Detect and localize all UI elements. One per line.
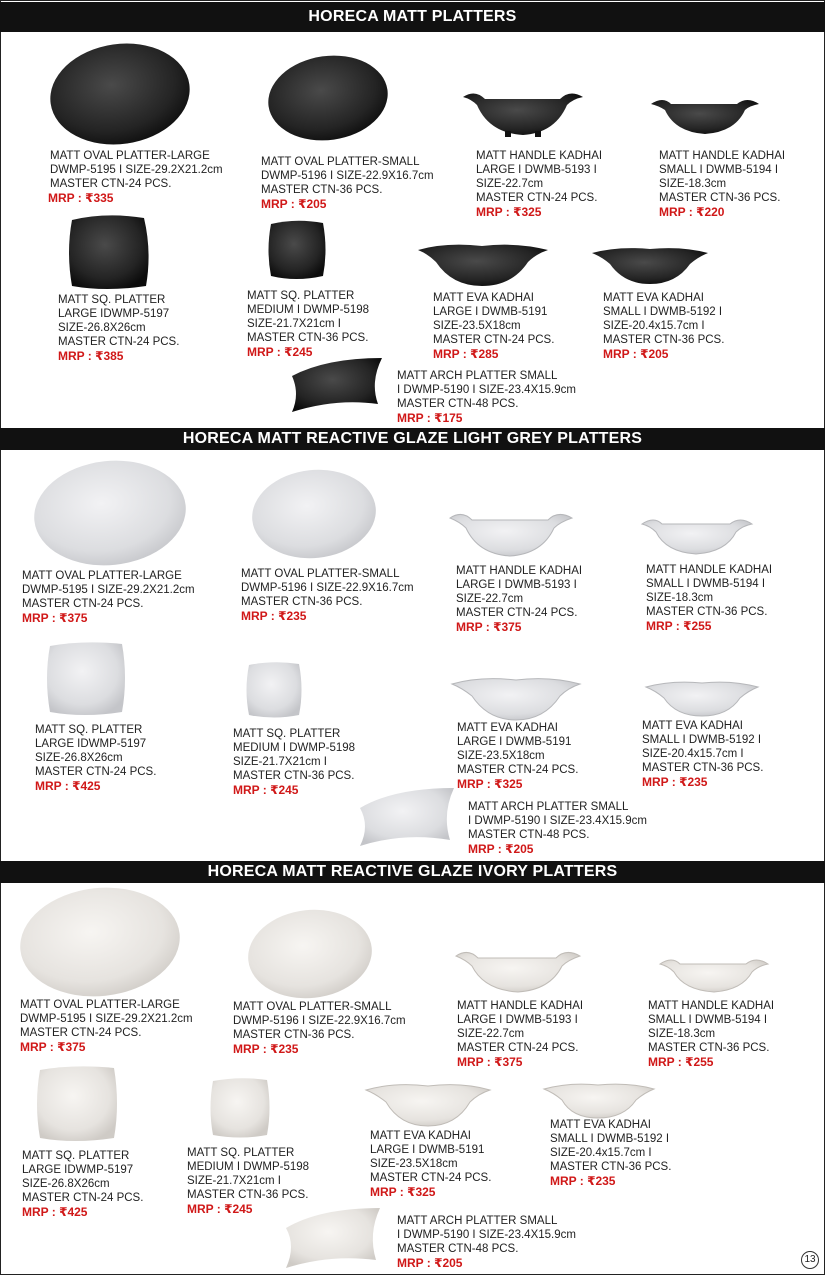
item-code: SMALL I DWMB-5194 I	[646, 578, 766, 590]
sq-platter-medium-image	[266, 218, 328, 282]
item-mrp: MRP : ₹235	[550, 1174, 616, 1188]
item-mrp: MRP : ₹235	[642, 775, 708, 789]
item-mrp: MRP : ₹385	[58, 349, 124, 363]
item-code-size: I DWMP-5190 I SIZE-23.4X15.9cm	[397, 384, 576, 396]
item-name: MATT OVAL PLATTER-LARGE	[50, 150, 210, 162]
item-mrp: MRP : ₹255	[646, 619, 712, 633]
item-handle-kadhai-large	[476, 149, 602, 219]
item-name: MATT HANDLE KADHAI	[648, 1000, 775, 1012]
item-sq-platter-medium	[247, 289, 369, 359]
item-master-ctn: MASTER CTN-24 PCS.	[456, 607, 578, 619]
item-code: SMALL I DWMB-5192 I	[642, 734, 762, 746]
item-handle-kadhai-large	[457, 999, 583, 1069]
handle-kadhai-large-image	[444, 508, 578, 566]
item-size: SIZE-26.8X26cm	[35, 752, 123, 764]
sq-platter-large-image	[34, 1064, 120, 1144]
item-name: MATT SQ. PLATTER	[58, 294, 166, 306]
item-mrp: MRP : ₹235	[233, 1042, 299, 1056]
item-name: MATT OVAL PLATTER-SMALL	[261, 156, 420, 168]
item-eva-kadhai-large	[433, 291, 554, 361]
item-name: MATT SQ. PLATTER	[22, 1150, 130, 1162]
item-sq-platter-large	[58, 293, 179, 363]
item-code: MEDIUM I DWMP-5198	[187, 1161, 310, 1173]
item-size: SIZE-23.5X18cm	[370, 1158, 458, 1170]
item-master-ctn: MASTER CTN-36 PCS.	[648, 1042, 770, 1054]
item-master-ctn: MASTER CTN-24 PCS.	[370, 1172, 492, 1184]
item-name: MATT EVA KADHAI	[642, 720, 743, 732]
item-eva-kadhai-small	[603, 291, 724, 361]
item-handle-kadhai-large	[456, 564, 582, 634]
item-code: SMALL I DWMB-5192 I	[603, 306, 723, 318]
item-size: SIZE-26.8X26cm	[22, 1178, 110, 1190]
item-name: MATT HANDLE KADHAI	[659, 150, 786, 162]
item-oval-platter-large	[22, 569, 195, 625]
item-handle-kadhai-small	[648, 999, 774, 1069]
item-eva-kadhai-large	[370, 1129, 491, 1199]
item-code: LARGE I DWMB-5193 I	[456, 579, 577, 591]
eva-kadhai-small-image	[590, 244, 710, 288]
item-code: SMALL I DWMB-5194 I	[659, 164, 779, 176]
sq-platter-large-image	[44, 640, 128, 718]
item-mrp: MRP : ₹245	[247, 345, 313, 359]
item-master-ctn: MASTER CTN-24 PCS.	[50, 178, 172, 190]
item-oval-platter-small	[233, 1000, 406, 1056]
item-master-ctn: MASTER CTN-36 PCS.	[550, 1161, 672, 1173]
item-size: SIZE-20.4x15.7cm I	[642, 748, 744, 760]
item-mrp: MRP : ₹325	[457, 777, 523, 791]
item-code-size: DWMP-5195 I SIZE-29.2X21.2cm	[22, 584, 195, 596]
oval-platter-small-image	[244, 906, 378, 1004]
item-code-size: DWMP-5196 I SIZE-22.9X16.7cm	[233, 1015, 406, 1027]
page-number: 13	[801, 1251, 819, 1269]
item-name: MATT OVAL PLATTER-LARGE	[22, 570, 182, 582]
item-code-size: DWMP-5195 I SIZE-29.2X21.2cm	[50, 164, 223, 176]
item-master-ctn: MASTER CTN-48 PCS.	[468, 829, 590, 841]
item-code: LARGE IDWMP-5197	[35, 738, 147, 750]
oval-platter-small-image	[248, 464, 384, 564]
item-master-ctn: MASTER CTN-24 PCS.	[20, 1027, 142, 1039]
sq-platter-large-image	[66, 212, 152, 292]
item-handle-kadhai-small	[659, 149, 785, 219]
item-code: LARGE I DWMB-5193 I	[457, 1014, 578, 1026]
section-header-ivory: HORECA MATT REACTIVE GLAZE IVORY PLATTERS	[0, 861, 825, 883]
eva-kadhai-large-image	[416, 240, 550, 290]
item-mrp: MRP : ₹245	[187, 1202, 253, 1216]
item-mrp: MRP : ₹205	[603, 347, 669, 361]
item-code: SMALL I DWMB-5194 I	[648, 1014, 768, 1026]
item-code: SMALL I DWMB-5192 I	[550, 1133, 670, 1145]
item-code: LARGE IDWMP-5197	[22, 1164, 134, 1176]
item-mrp: MRP : ₹425	[22, 1205, 88, 1219]
item-code: LARGE I DWMB-5193 I	[476, 164, 597, 176]
oval-platter-small-image	[264, 50, 394, 148]
item-code-size: I DWMP-5190 I SIZE-23.4X15.9cm	[468, 815, 647, 827]
item-size: SIZE-20.4x15.7cm I	[603, 320, 705, 332]
item-name: MATT EVA KADHAI	[603, 292, 704, 304]
item-code: LARGE I DWMB-5191	[370, 1144, 485, 1156]
item-name: MATT SQ. PLATTER	[35, 724, 143, 736]
item-mrp: MRP : ₹205	[468, 842, 534, 856]
sq-platter-medium-image	[244, 660, 304, 720]
item-code: MEDIUM I DWMP-5198	[247, 304, 370, 316]
item-name: MATT OVAL PLATTER-SMALL	[233, 1001, 392, 1013]
item-name: MATT EVA KADHAI	[433, 292, 534, 304]
item-name: MATT ARCH PLATTER SMALL	[397, 370, 558, 382]
item-mrp: MRP : ₹235	[241, 609, 307, 623]
item-master-ctn: MASTER CTN-36 PCS.	[659, 192, 781, 204]
item-oval-platter-large	[50, 149, 223, 205]
item-master-ctn: MASTER CTN-36 PCS.	[241, 596, 363, 608]
item-master-ctn: MASTER CTN-36 PCS.	[261, 184, 383, 196]
item-master-ctn: MASTER CTN-24 PCS.	[476, 192, 598, 204]
item-code: MEDIUM I DWMP-5198	[233, 742, 356, 754]
item-sq-platter-medium	[233, 727, 355, 797]
arch-platter-image	[354, 784, 458, 848]
item-mrp: MRP : ₹425	[35, 779, 101, 793]
item-eva-kadhai-large	[457, 721, 578, 791]
item-name: MATT EVA KADHAI	[457, 722, 558, 734]
item-mrp: MRP : ₹335	[48, 191, 114, 205]
item-master-ctn: MASTER CTN-36 PCS.	[603, 334, 725, 346]
item-mrp: MRP : ₹205	[397, 1256, 463, 1270]
item-name: MATT HANDLE KADHAI	[646, 564, 773, 576]
item-sq-platter-large	[22, 1149, 143, 1219]
oval-platter-large-image	[48, 38, 198, 150]
item-size: SIZE-22.7cm	[456, 593, 524, 605]
item-name: MATT OVAL PLATTER-SMALL	[241, 568, 400, 580]
item-size: SIZE-21.7X21cm I	[187, 1175, 281, 1187]
item-master-ctn: MASTER CTN-24 PCS.	[35, 766, 157, 778]
item-mrp: MRP : ₹220	[659, 205, 725, 219]
arch-platter-image	[286, 354, 386, 414]
item-master-ctn: MASTER CTN-24 PCS.	[22, 598, 144, 610]
handle-kadhai-small-image	[656, 954, 772, 998]
item-name: MATT HANDLE KADHAI	[457, 1000, 584, 1012]
item-name: MATT SQ. PLATTER	[233, 728, 341, 740]
item-mrp: MRP : ₹205	[261, 197, 327, 211]
item-master-ctn: MASTER CTN-48 PCS.	[397, 398, 519, 410]
item-name: MATT HANDLE KADHAI	[476, 150, 603, 162]
item-master-ctn: MASTER CTN-36 PCS.	[646, 606, 768, 618]
item-mrp: MRP : ₹375	[20, 1040, 86, 1054]
item-mrp: MRP : ₹375	[22, 611, 88, 625]
item-name: MATT ARCH PLATTER SMALL	[397, 1215, 558, 1227]
item-name: MATT SQ. PLATTER	[247, 290, 355, 302]
item-size: SIZE-22.7cm	[476, 178, 544, 190]
item-mrp: MRP : ₹325	[476, 205, 542, 219]
item-master-ctn: MASTER CTN-36 PCS.	[187, 1189, 309, 1201]
item-master-ctn: MASTER CTN-24 PCS.	[58, 336, 180, 348]
item-name: MATT OVAL PLATTER-LARGE	[20, 999, 180, 1011]
item-eva-kadhai-small	[550, 1118, 671, 1188]
item-code-size: I DWMP-5190 I SIZE-23.4X15.9cm	[397, 1229, 576, 1241]
item-code: LARGE IDWMP-5197	[58, 308, 170, 320]
item-sq-platter-medium	[187, 1146, 309, 1216]
item-mrp: MRP : ₹245	[233, 783, 299, 797]
sq-platter-medium-image	[208, 1076, 272, 1140]
item-master-ctn: MASTER CTN-48 PCS.	[397, 1243, 519, 1255]
item-master-ctn: MASTER CTN-36 PCS.	[233, 770, 355, 782]
handle-kadhai-small-image	[638, 514, 756, 560]
oval-platter-large-image	[30, 456, 192, 570]
item-size: SIZE-22.7cm	[457, 1028, 525, 1040]
item-arch-platter	[397, 1214, 576, 1270]
item-code: LARGE I DWMB-5191	[457, 736, 572, 748]
item-size: SIZE-21.7X21cm I	[247, 318, 341, 330]
eva-kadhai-small-image	[542, 1080, 656, 1122]
item-mrp: MRP : ₹325	[370, 1185, 436, 1199]
item-name: MATT HANDLE KADHAI	[456, 565, 583, 577]
item-mrp: MRP : ₹285	[433, 347, 499, 361]
item-name: MATT SQ. PLATTER	[187, 1147, 295, 1159]
oval-platter-large-image	[16, 884, 186, 1002]
handle-kadhai-large-image	[455, 85, 590, 145]
item-name: MATT ARCH PLATTER SMALL	[468, 801, 629, 813]
item-master-ctn: MASTER CTN-36 PCS.	[233, 1029, 355, 1041]
item-size: SIZE-18.3cm	[659, 178, 727, 190]
eva-kadhai-large-image	[364, 1080, 492, 1130]
item-sq-platter-large	[35, 723, 156, 793]
item-size: SIZE-26.8X26cm	[58, 322, 146, 334]
item-name: MATT EVA KADHAI	[370, 1130, 471, 1142]
item-mrp: MRP : ₹255	[648, 1055, 714, 1069]
item-arch-platter	[397, 369, 576, 425]
item-oval-platter-small	[261, 155, 434, 211]
eva-kadhai-large-image	[450, 674, 582, 724]
handle-kadhai-small-image	[645, 92, 765, 144]
item-code: LARGE I DWMB-5191	[433, 306, 548, 318]
item-master-ctn: MASTER CTN-36 PCS.	[247, 332, 369, 344]
item-code-size: DWMP-5196 I SIZE-22.9X16.7cm	[241, 582, 414, 594]
item-size: SIZE-20.4x15.7cm I	[550, 1147, 652, 1159]
eva-kadhai-small-image	[644, 678, 760, 720]
item-eva-kadhai-small	[642, 719, 763, 789]
item-arch-platter	[468, 800, 647, 856]
item-master-ctn: MASTER CTN-36 PCS.	[642, 762, 764, 774]
item-oval-platter-large	[20, 998, 193, 1054]
item-size: SIZE-18.3cm	[646, 592, 714, 604]
item-master-ctn: MASTER CTN-24 PCS.	[457, 1042, 579, 1054]
section-header-matt: HORECA MATT PLATTERS	[0, 2, 825, 32]
item-master-ctn: MASTER CTN-24 PCS.	[22, 1192, 144, 1204]
handle-kadhai-large-image	[450, 946, 586, 998]
item-size: SIZE-23.5X18cm	[433, 320, 521, 332]
item-oval-platter-small	[241, 567, 414, 623]
item-master-ctn: MASTER CTN-24 PCS.	[457, 764, 579, 776]
item-code-size: DWMP-5195 I SIZE-29.2X21.2cm	[20, 1013, 193, 1025]
item-mrp: MRP : ₹375	[457, 1055, 523, 1069]
item-mrp: MRP : ₹175	[397, 411, 463, 425]
item-mrp: MRP : ₹375	[456, 620, 522, 634]
item-size: SIZE-18.3cm	[648, 1028, 716, 1040]
item-name: MATT EVA KADHAI	[550, 1119, 651, 1131]
item-code-size: DWMP-5196 I SIZE-22.9X16.7cm	[261, 170, 434, 182]
item-handle-kadhai-small	[646, 563, 772, 633]
item-size: SIZE-23.5X18cm	[457, 750, 545, 762]
item-master-ctn: MASTER CTN-24 PCS.	[433, 334, 555, 346]
item-size: SIZE-21.7X21cm I	[233, 756, 327, 768]
section-header-light-grey: HORECA MATT REACTIVE GLAZE LIGHT GREY PLATTERS	[0, 428, 825, 450]
